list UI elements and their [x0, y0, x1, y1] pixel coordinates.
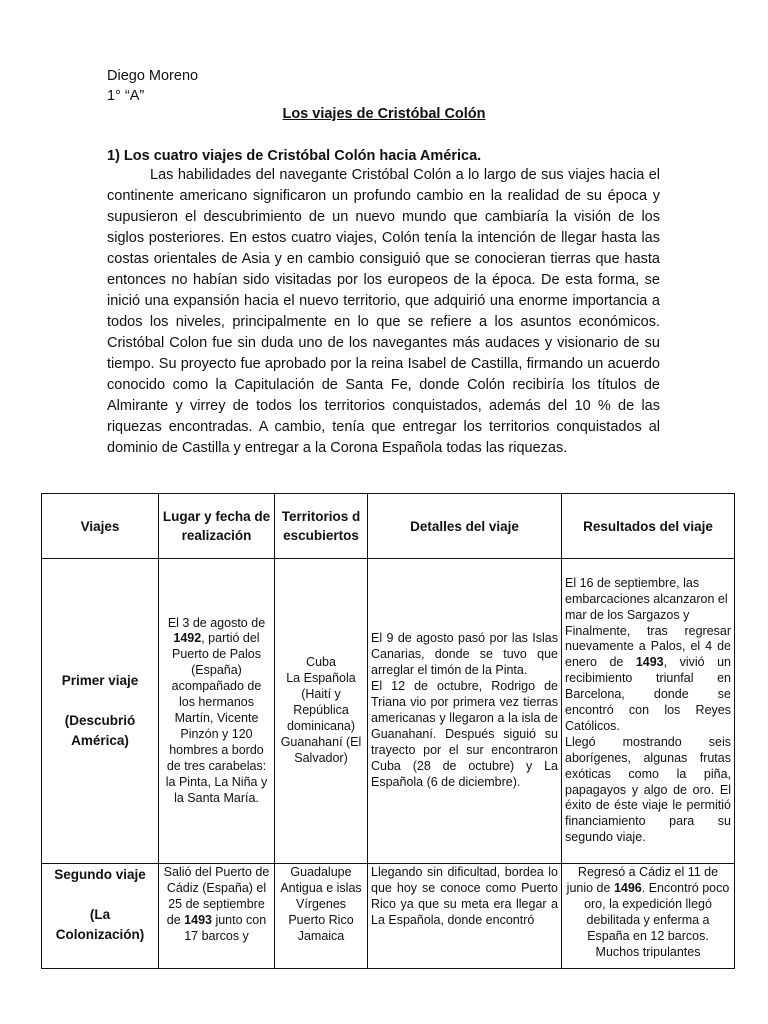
territory-item: Jamaica [297, 928, 345, 943]
resultado-line [565, 624, 731, 735]
table-row [42, 559, 735, 864]
resultado-text: Finalmente, tras regresar nuevamente a Palos, el 4 de enero de [565, 623, 731, 670]
resultado-line: Llegó mostrando seis aborígenes, algunas frutas exóticas como la piña, papagayos y algo de oro. El éxito de éste viaje le permitió financiamiento para su segundo viaje. [565, 734, 731, 845]
header-viajes: Viajes [42, 494, 159, 559]
lugar-year: 1493 [184, 912, 212, 927]
territory-item: Guanahaní (El Salvador) [280, 734, 362, 765]
header-lugar: Lugar y fecha de realización [159, 494, 275, 559]
detalle-paragraph: El 9 de agosto pasó por las Islas Canarias, donde se tuvo que arreglar el timón de la Pinta. [371, 631, 558, 678]
lugar-cell [159, 864, 275, 969]
territory-item: Puerto Rico [288, 912, 354, 927]
resultado-text: . Encontró poco oro, la expedición llegó debilitada y enferma a España en 12 barcos. Muchos tripulantes [584, 880, 730, 959]
territorios-cell [275, 864, 368, 969]
author-name: Diego Moreno [107, 68, 199, 84]
table-header-row [42, 494, 735, 559]
lugar-text-pre: Salió del Puerto de Cádiz (España) el 25 de septiembre de [163, 865, 270, 927]
lugar-year: 1492 [173, 631, 202, 646]
document-title: Los viajes de Cristóbal Colón [282, 106, 486, 122]
viaje-subtitle: (La Colonización) [55, 907, 145, 942]
resultados-cell [562, 864, 735, 969]
viaje-subtitle: (Descubrió América) [64, 713, 136, 748]
detalle-paragraph: Llegando sin dificultad, bordea lo que hoy se conoce como Puerto Rico ya que su meta era llegar a La Española, donde encontró [371, 865, 558, 927]
territorios-cell [275, 559, 368, 864]
header-detalles: Detalles del viaje [368, 494, 562, 559]
section-heading: 1) Los cuatro viajes de Cristóbal Colón hacia América. [107, 148, 482, 164]
author-grade: 1° “A” [107, 88, 145, 104]
viaje-cell [42, 864, 159, 969]
territory-item: Cuba [306, 655, 336, 670]
resultado-year: 1493 [635, 655, 664, 670]
resultado-text: , vivió un recibimiento triunfal en Barcelona, donde se encontró con los Reyes Católicos. [565, 655, 731, 733]
header-territorios: Territorios descubiertos [275, 494, 368, 559]
detalle-paragraph: El 12 de octubre, Rodrigo de Triana vio por primera vez tierras americanas y llegaron a la isla de Guanahaní. Después siguió su trayecto por el sur encontraron Cuba (28 de octubre) y La Española (6 de diciembre). [371, 679, 558, 789]
detalles-cell [368, 864, 562, 969]
lugar-text-post: , partió del Puerto de Palos (España) acompañado de los hermanos Martín, Vicente Pinzón y 120 hombres a bordo de tres carabelas: la Pinta, La Niña y la Santa María. [165, 631, 268, 805]
lugar-cell [159, 559, 275, 864]
resultado-text: Regresó a Cádiz el 11 de junio de [566, 865, 719, 895]
table-row [42, 864, 735, 969]
territory-item: Guadalupe [290, 865, 352, 879]
territory-item: Antigua e islas [280, 880, 362, 895]
author-block [107, 66, 198, 106]
detalles-cell [368, 559, 562, 864]
viaje-title: Segundo viaje [54, 867, 146, 882]
resultados-cell [562, 559, 735, 864]
lugar-text-post: junto con 17 barcos y [184, 912, 267, 943]
territory-item: Vírgenes [295, 896, 347, 911]
voyages-table [41, 493, 735, 969]
header-resultados: Resultados del viaje [562, 494, 735, 559]
resultado-line: El 16 de septiembre, las embarcaciones alcanzaron el mar de los Sargazos y [565, 575, 728, 622]
territory-item: La Española (Haití y República dominicana) [286, 671, 356, 733]
viaje-title: Primer viaje [61, 673, 139, 688]
intro-paragraph: Las habilidades del navegante Cristóbal Colón a lo largo de sus viajes hacia el continente americano significaron un profundo cambio en la realidad de su época y supusieron el descubrimiento de un nuevo mundo que cambiaría la visión de los siglos posteriores. En estos cuatro viajes, Colón tenía la intención de llegar hasta las costas orientales de Asia y en cambio consiguió que se conocieran tierras que hasta entonces no habían sido visitadas por los europeos de la época. De esta forma, se inició una expansión hacia el nuevo territorio, que adquirió una enorme importancia a todos los niveles, principalmente en lo que se refiere a los asuntos económicos. Cristóbal Colon fue sin duda uno de los navegantes más audaces y visionario de su tiempo. Su proyecto fue aprobado por la reina Isabel de Castilla, firmando un acuerdo conocido como la Capitulación de Santa Fe, donde Colón recibiría los títulos de Almirante y virrey de todos los territorios conquistados, además del 10 % de las riquezas encontradas. A cambio, tenía que entregar los territorios conquistados al dominio de Castilla y entregar a la Corona Española todas las riquezas. [107, 167, 660, 456]
viaje-cell [42, 559, 159, 864]
resultado-year: 1496 [613, 880, 642, 895]
lugar-text-pre: El 3 de agosto de [167, 615, 266, 630]
